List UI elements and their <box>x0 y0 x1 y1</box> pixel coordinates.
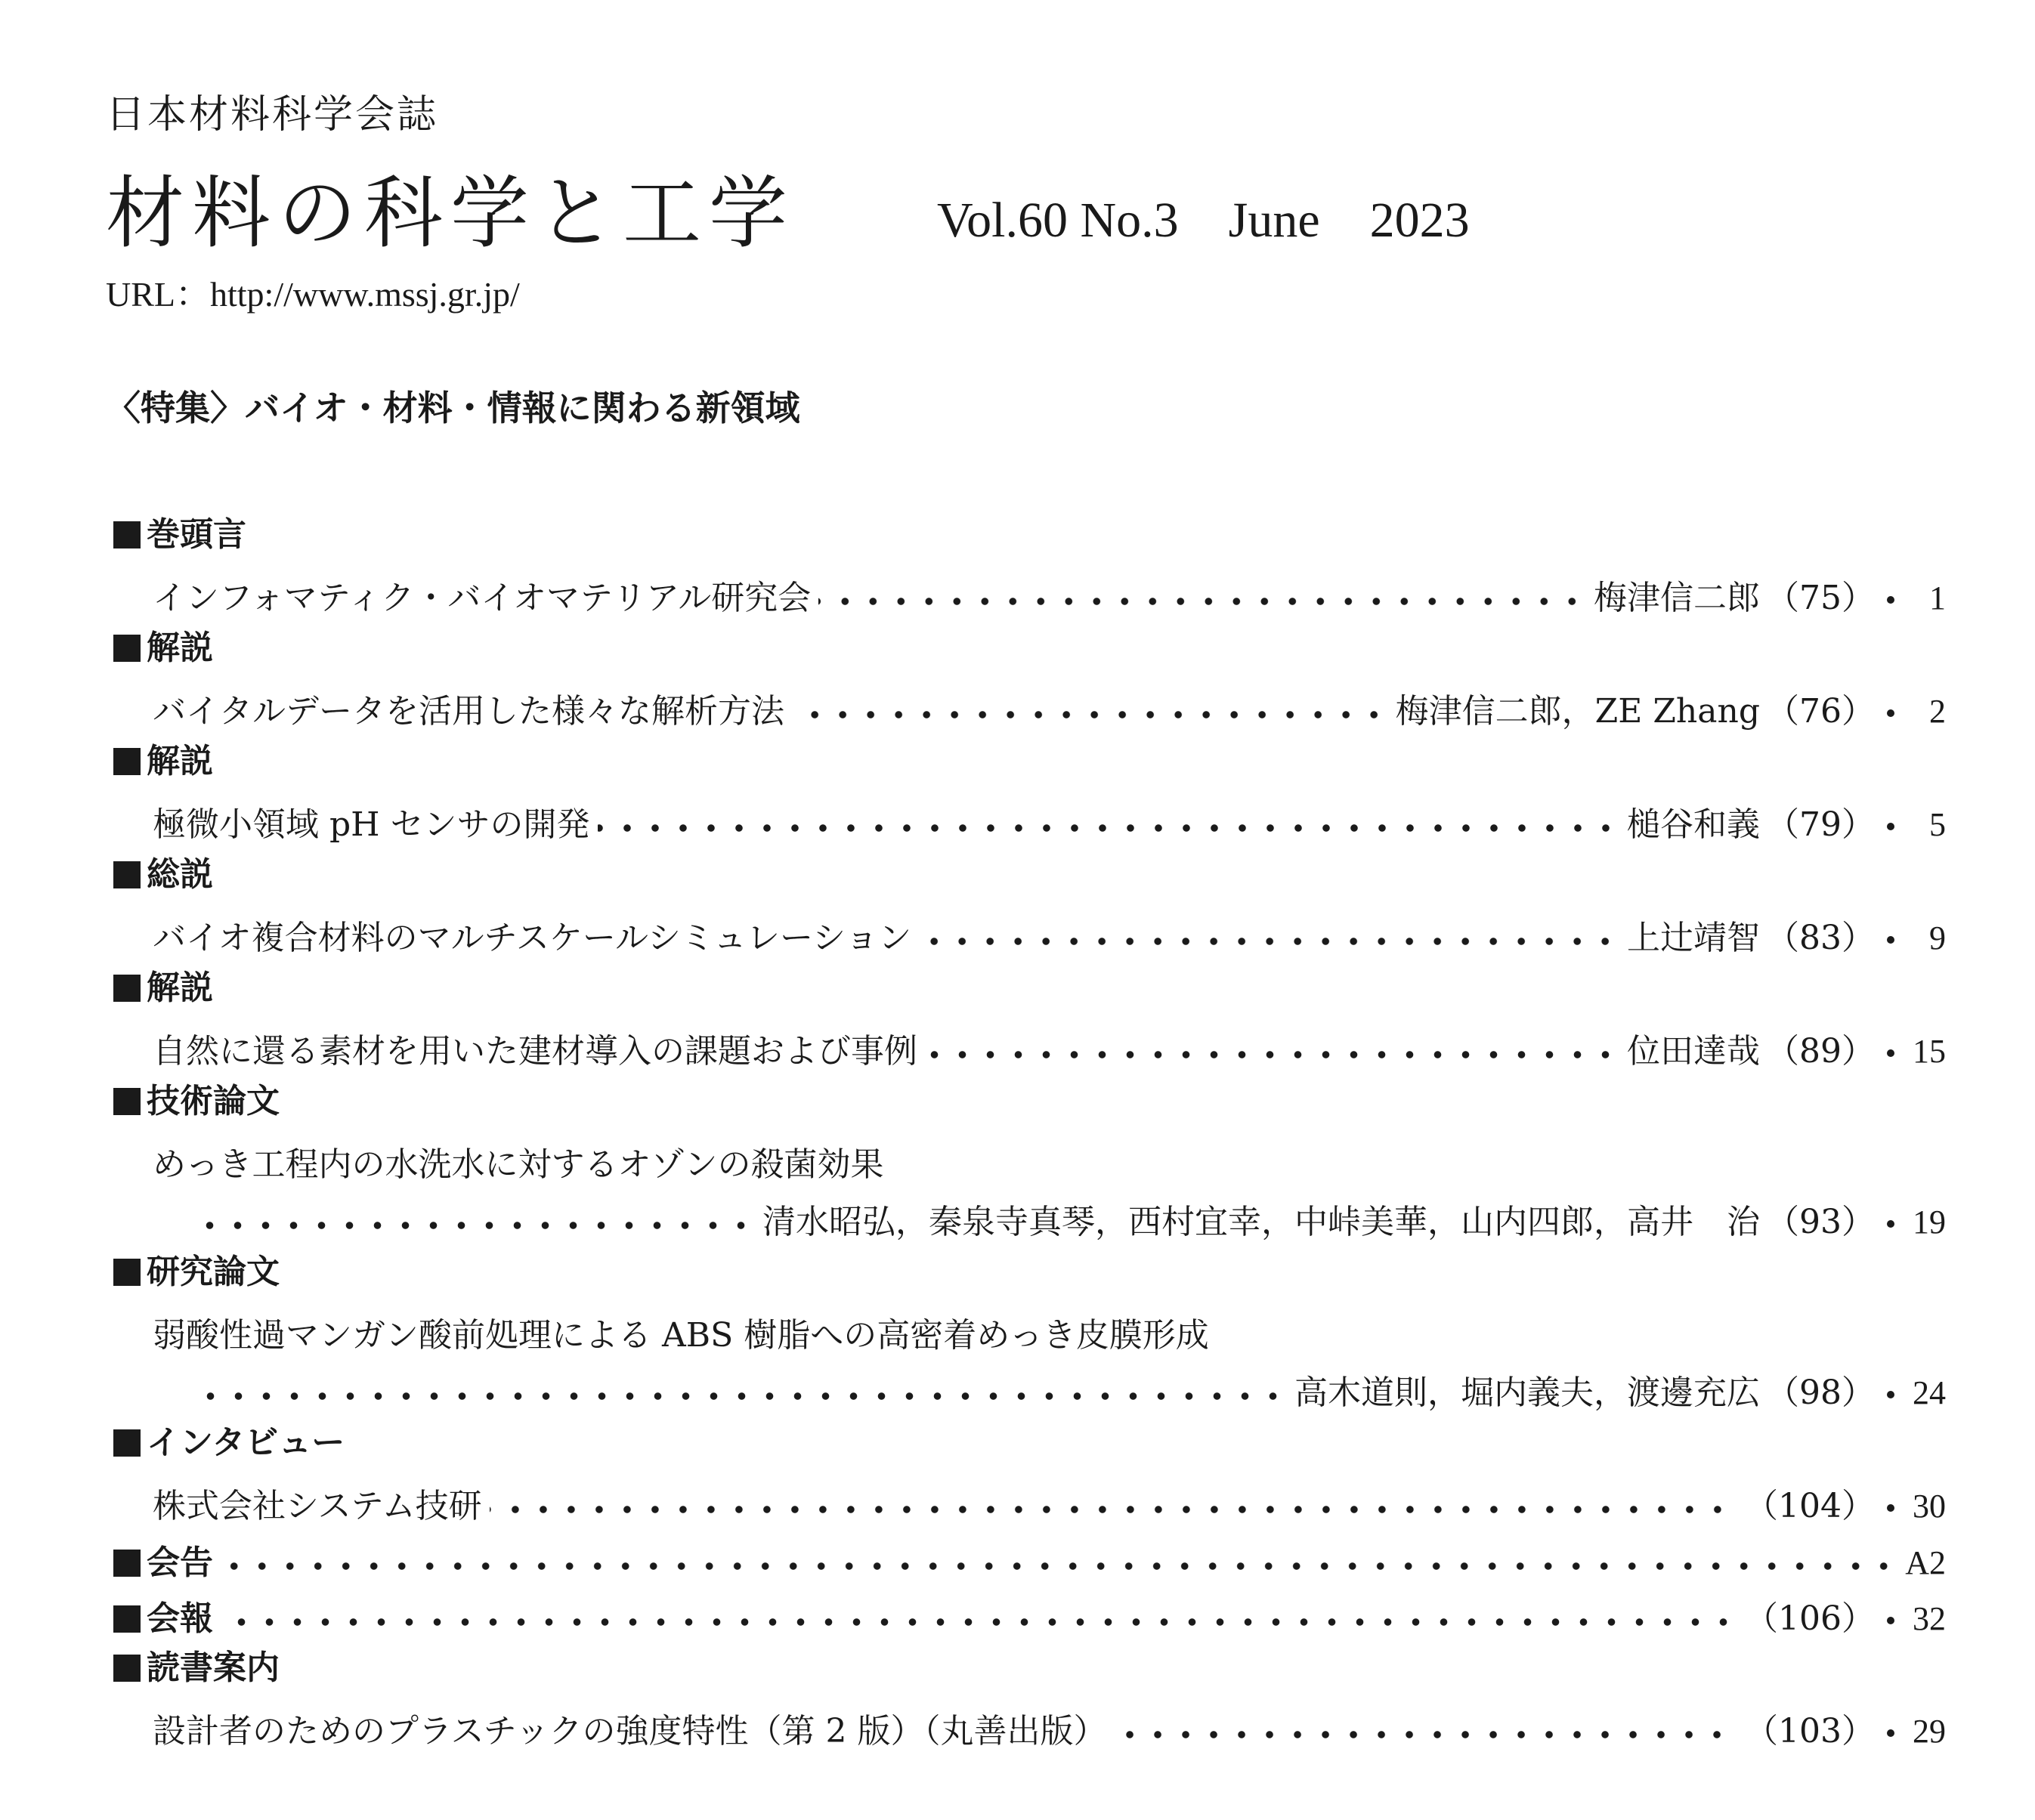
middle-dot <box>1887 1220 1894 1228</box>
entry-title: 極微小領域 pH センサの開発 <box>153 805 590 844</box>
entry-page: 2 <box>1929 693 1946 730</box>
category-label: 読書案内 <box>147 1649 280 1687</box>
dot-leader <box>1114 1731 1731 1738</box>
entry-page: A2 <box>1905 1544 1946 1581</box>
category-label: インタビュー <box>147 1423 345 1462</box>
entry-page: 24 <box>1913 1374 1946 1411</box>
dot-leader <box>221 1618 1737 1626</box>
entry-serial-page: （83） <box>1766 919 1875 957</box>
middle-dot <box>1887 596 1894 604</box>
middle-dot <box>1887 1504 1894 1512</box>
category-label: 巻頭言 <box>147 515 246 554</box>
category-label: 会告 <box>147 1543 213 1582</box>
toc-category <box>113 740 1946 796</box>
toc-entry[interactable] <box>153 1023 1946 1080</box>
square-bullet-icon <box>113 1259 141 1286</box>
category-label: 解説 <box>147 742 213 780</box>
square-bullet-icon <box>113 861 141 888</box>
category-label: 総説 <box>147 855 213 894</box>
category-label: 解説 <box>147 629 213 667</box>
entry-title: 弱酸性過マンガン酸前処理による ABS 樹脂への高密着めっき皮膜形成 <box>153 1316 1209 1355</box>
category-label: 研究論文 <box>147 1253 280 1291</box>
dot-leader <box>818 598 1586 605</box>
toc-entry[interactable] <box>153 1478 1946 1535</box>
entry-page: 32 <box>1913 1600 1946 1637</box>
entry-authors: 槌谷和義 <box>1627 805 1760 844</box>
entry-serial-page: （106） <box>1745 1599 1875 1638</box>
middle-dot <box>1887 1617 1894 1624</box>
dot-leader <box>196 1392 1287 1400</box>
entry-title: バイタルデータを活用した様々な解析方法 <box>153 692 784 731</box>
toc-entry[interactable] <box>153 1703 1946 1760</box>
toc-entry-title-line[interactable] <box>153 1136 1946 1194</box>
entry-title: インフォマティク・バイオマテリアル研究会 <box>153 579 812 617</box>
entry-page: 29 <box>1913 1713 1946 1750</box>
entry-page: 5 <box>1929 806 1946 843</box>
category-label: 技術論文 <box>147 1082 280 1120</box>
entry-title: 株式会社システム技研 <box>153 1487 482 1525</box>
toc-category <box>113 1647 1946 1703</box>
entry-title: バイオ複合材料のマルチスケールシミュレーション <box>153 919 912 957</box>
toc-category <box>113 627 1946 683</box>
square-bullet-icon <box>113 1605 141 1633</box>
toc-notice-row[interactable] <box>113 1535 1946 1591</box>
entry-serial-page: （89） <box>1766 1032 1875 1071</box>
toc-notice-row[interactable] <box>113 1591 1946 1647</box>
entry-authors: 上辻靖智 <box>1627 919 1760 957</box>
society-name: 日本材料科学会誌 <box>106 92 439 138</box>
toc-entry[interactable] <box>153 910 1946 967</box>
dot-leader <box>919 938 1619 945</box>
dot-leader <box>221 1562 1897 1570</box>
square-bullet-icon <box>113 1655 141 1682</box>
entry-page: 1 <box>1929 579 1946 616</box>
toc-category <box>113 1251 1946 1307</box>
toc-category <box>113 1080 1946 1136</box>
entry-serial-page: （98） <box>1766 1373 1875 1412</box>
square-bullet-icon <box>113 1550 141 1577</box>
entry-serial-page: （76） <box>1766 692 1875 731</box>
entry-title: 自然に還る素材を用いた建材導入の課題および事例 <box>153 1032 917 1071</box>
journal-url: URL：http://www.mssj.gr.jp/ <box>106 275 520 314</box>
toc-entry[interactable] <box>196 1364 1946 1422</box>
special-feature-title: 〈特集〉バイオ・材料・情報に関わる新領域 <box>106 388 800 428</box>
entry-title: 設計者のためのプラスチックの強度特性（第 2 版）（丸善出版） <box>153 1712 1107 1750</box>
toc-entry[interactable] <box>153 570 1946 627</box>
dot-leader <box>925 1051 1619 1058</box>
category-label: 解説 <box>147 969 213 1007</box>
middle-dot <box>1887 1391 1894 1398</box>
entry-authors: 梅津信二郎 <box>1594 579 1760 617</box>
toc-entry[interactable] <box>153 796 1946 854</box>
middle-dot <box>1887 709 1894 717</box>
dot-leader <box>598 824 1619 832</box>
middle-dot <box>1887 1049 1894 1057</box>
dot-leader <box>792 711 1388 718</box>
toc-entry[interactable] <box>196 1194 1946 1251</box>
square-bullet-icon <box>113 1429 141 1457</box>
entry-page: 30 <box>1913 1488 1946 1525</box>
middle-dot <box>1887 1729 1894 1737</box>
entry-title: めっき工程内の水洗水に対するオゾンの殺菌効果 <box>153 1145 884 1184</box>
entry-page: 9 <box>1929 919 1946 956</box>
toc-entry-title-line[interactable] <box>153 1307 1946 1364</box>
entry-serial-page: （103） <box>1745 1712 1875 1750</box>
dot-leader <box>490 1506 1731 1513</box>
square-bullet-icon <box>113 521 141 548</box>
entry-authors: 梅津信二郎，ZE Zhang <box>1395 692 1760 731</box>
square-bullet-icon <box>113 975 141 1002</box>
category-label: 会報 <box>147 1599 213 1638</box>
entry-serial-page: （79） <box>1766 805 1875 844</box>
square-bullet-icon <box>113 1088 141 1115</box>
toc-category <box>113 967 1946 1023</box>
entry-authors: 清水昭弘，秦泉寺真琴，西村宜幸，中峠美華，山内四郎，高井 治 <box>762 1203 1760 1241</box>
entry-serial-page: （75） <box>1766 579 1875 617</box>
entry-serial-page: （93） <box>1766 1203 1875 1241</box>
square-bullet-icon <box>113 635 141 662</box>
dot-leader <box>196 1222 755 1229</box>
toc-entry[interactable] <box>153 683 1946 740</box>
entry-serial-page: （104） <box>1745 1487 1875 1525</box>
journal-title: 材料の科学と工学 <box>106 167 796 259</box>
entry-authors: 位田達哉 <box>1627 1032 1760 1071</box>
toc-category <box>113 1422 1946 1478</box>
square-bullet-icon <box>113 748 141 775</box>
entry-authors: 高木道則，堀内義夫，渡邊充広 <box>1294 1373 1760 1412</box>
toc-category <box>113 854 1946 910</box>
middle-dot <box>1887 936 1894 944</box>
entry-page: 15 <box>1913 1033 1946 1070</box>
entry-page: 19 <box>1913 1204 1946 1241</box>
middle-dot <box>1887 823 1894 830</box>
issue-info: Vol.60 No.3 June 2023 <box>937 193 1470 248</box>
table-of-contents <box>113 514 1946 1760</box>
toc-category <box>113 514 1946 570</box>
